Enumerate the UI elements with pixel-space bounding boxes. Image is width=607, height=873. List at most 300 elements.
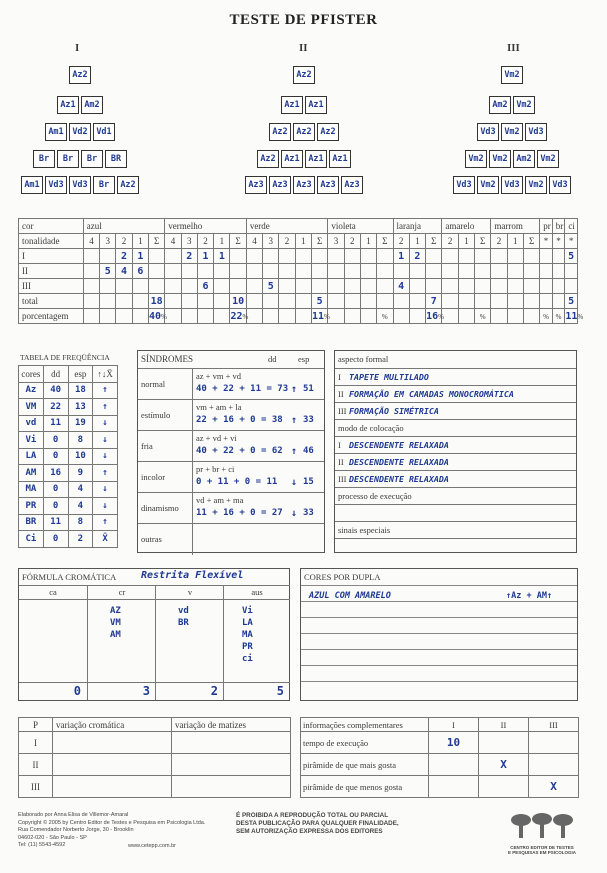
color-cell [491, 294, 507, 309]
color-cell [165, 309, 181, 324]
color-cell [279, 264, 295, 279]
freq-cell: MA [19, 481, 44, 498]
footer-center-line: É PROIBIDA A REPRODUÇÃO TOTAL OU PARCIAL [236, 812, 389, 819]
pyramid-cell: Am2 [81, 96, 103, 114]
color-cell [426, 294, 442, 309]
formula-col-header: v [187, 587, 193, 597]
percent-sign: % [555, 313, 562, 321]
aspecto-roman: II [338, 457, 344, 467]
freq-cell: ↑ [93, 465, 118, 482]
pyramid-cell: Vm2 [465, 150, 487, 168]
sindrome-formula-box [192, 524, 325, 555]
tonalidade-cell: Σ [230, 234, 246, 249]
freq-table-title: TABELA DE FREQÜÊNCIA [20, 353, 110, 362]
freq-cell: X̄ [93, 531, 118, 548]
color-cell [426, 309, 442, 324]
info-header-row [301, 718, 579, 732]
freq-row [19, 465, 118, 482]
dupla-line [301, 649, 577, 665]
aspecto-value: DESCENDENTE RELAXADA [349, 440, 449, 450]
color-cell-value: 2 [414, 250, 421, 262]
color-cell [552, 294, 565, 309]
color-cell [393, 309, 409, 324]
info-cell [429, 776, 479, 798]
formula-item: ci [242, 654, 253, 664]
freq-row [19, 498, 118, 515]
pyramid-cell: BR [105, 150, 127, 168]
sindrome-esp: 51 [303, 384, 314, 394]
color-cell [263, 264, 279, 279]
color-cell [197, 294, 213, 309]
color-cell [246, 249, 262, 264]
sindrome-esp: 33 [303, 508, 314, 518]
color-cell [426, 279, 442, 294]
color-cell [507, 309, 523, 324]
freq-cell: PR [19, 498, 44, 515]
info-cell [429, 754, 479, 776]
color-cell [279, 279, 295, 294]
pyramid-row [269, 123, 339, 141]
pyramid-cell: Vm2 [501, 123, 523, 141]
formula-total-line [19, 682, 87, 683]
freq-cell: ↑ [93, 399, 118, 416]
formula-total: 3 [142, 684, 150, 698]
color-cell-value: 5 [568, 250, 575, 262]
color-cell [491, 264, 507, 279]
color-cell [116, 279, 132, 294]
sindrome-name: fria [141, 441, 153, 451]
pyramid-cell: Vm2 [537, 150, 559, 168]
color-cell [442, 279, 458, 294]
pyramid-cell: Am1 [21, 176, 43, 194]
color-cell [197, 264, 213, 279]
color-cell [565, 294, 578, 309]
pyramid-cell: Vm2 [477, 176, 499, 194]
tonalidade-cell: 1 [409, 234, 425, 249]
color-cell [181, 249, 197, 264]
info-table [300, 717, 579, 798]
pyramid-cell: Vd3 [45, 176, 67, 194]
color-cell [475, 249, 491, 264]
color-cell [197, 279, 213, 294]
color-cell-value: 22 [230, 310, 243, 322]
pyramid-cell: Br [81, 150, 103, 168]
color-cell [540, 294, 553, 309]
sindrome-name: normal [141, 379, 166, 389]
color-cell [565, 249, 578, 264]
pyramid-row [453, 176, 571, 194]
freq-cell: 0 [43, 531, 68, 548]
info-row-label: pirâmide de que mais gosta [301, 754, 429, 776]
freq-cell: Az [19, 382, 44, 399]
color-cell-value: 18 [150, 295, 163, 307]
color-cell [458, 294, 474, 309]
sindromes-box [137, 350, 325, 553]
color-cell [426, 264, 442, 279]
freq-cell: 16 [43, 465, 68, 482]
color-cell-value: 5 [104, 265, 111, 277]
color-cell [230, 294, 246, 309]
aspecto-roman: I [338, 440, 341, 450]
color-cell [181, 294, 197, 309]
color-cell [132, 249, 148, 264]
color-cell [442, 309, 458, 324]
pyramid-cell: Vd3 [453, 176, 475, 194]
formula-item: VM [110, 618, 121, 628]
sindrome-formula: az + vm + vd [196, 371, 241, 381]
formula-item: MA [242, 630, 253, 640]
sindrome-row [138, 523, 324, 555]
sindrome-row [138, 461, 324, 493]
color-cell [393, 264, 409, 279]
variacao-cell [172, 754, 291, 776]
sindrome-row [138, 368, 324, 400]
pyramid-cell: Vd2 [69, 123, 91, 141]
pyramid-cell: Az2 [117, 176, 139, 194]
tonalidade-label: tonalidade [19, 234, 84, 249]
color-group-cell: br [552, 219, 565, 234]
pyramid-cell: Az3 [317, 176, 339, 194]
sindrome-calc: 40 + 22 + 11 = 73 [196, 384, 289, 394]
color-cell [312, 264, 328, 279]
formula-col-divider [156, 599, 224, 600]
sindrome-formula: vm + am + la [196, 402, 242, 412]
color-cell [409, 264, 425, 279]
color-cell [214, 294, 230, 309]
info-row-label: pirâmide de que menos gosta [301, 776, 429, 798]
tonalidade-cell: 4 [83, 234, 99, 249]
freq-header-cell: esp [68, 366, 93, 383]
freq-cell: 0 [43, 448, 68, 465]
info-cell [529, 732, 579, 754]
freq-cell: ↑ [93, 514, 118, 531]
info-cell [479, 776, 529, 798]
color-cell [165, 264, 181, 279]
sindromes-dd-header: dd [268, 354, 277, 364]
sindrome-calc: 40 + 22 + 0 = 62 [196, 446, 283, 456]
color-row-label: porcentagem [19, 309, 84, 324]
color-cell [246, 294, 262, 309]
sindrome-formula: vd + am + ma [196, 495, 244, 505]
logo-text-line: E PESQUISAS EM PSICOLOGIA [507, 850, 576, 855]
tonalidade-cell: Σ [377, 234, 393, 249]
tonalidade-cell: 1 [458, 234, 474, 249]
info-cell [479, 732, 529, 754]
color-cell [409, 279, 425, 294]
info-cell: X [479, 754, 529, 776]
pyramid-cell: Am1 [45, 123, 67, 141]
color-cell [328, 264, 344, 279]
cores-dupla-title: CORES POR DUPLA [304, 572, 381, 582]
freq-cell: ↓ [93, 481, 118, 498]
formula-title: FÓRMULA CROMÁTICA [22, 572, 117, 582]
color-cell-value: 6 [202, 280, 209, 292]
aspecto-roman: III [338, 474, 347, 484]
color-cell [197, 249, 213, 264]
freq-cell: 0 [43, 498, 68, 515]
color-cell [491, 279, 507, 294]
formula-item: AZ [110, 606, 121, 616]
color-cell [230, 264, 246, 279]
color-group-cell: marrom [491, 219, 540, 234]
pyramid-cell: Vd3 [477, 123, 499, 141]
pyramid-cell: Az1 [281, 150, 303, 168]
variacao-row [19, 754, 291, 776]
pyramid-row [501, 66, 523, 84]
freq-row [19, 531, 118, 548]
freq-cell: ↓ [93, 498, 118, 515]
aspecto-line [335, 487, 576, 505]
color-cell [393, 294, 409, 309]
color-cell-value: 40 [148, 310, 162, 322]
dupla-line [301, 633, 577, 649]
freq-cell: 8 [68, 432, 93, 449]
footer-left-line: Copyright © 2005 by Centro Editor de Testes e Pesquisa em Psicologia Ltda. [18, 819, 206, 826]
aspecto-line [335, 470, 576, 488]
pyramid-cell: Am2 [513, 150, 535, 168]
percent-sign: % [161, 312, 167, 321]
freq-cell: 18 [68, 382, 93, 399]
color-cell [426, 249, 442, 264]
tonalidade-cell: 2 [491, 234, 507, 249]
color-cell [360, 264, 376, 279]
freq-row [19, 514, 118, 531]
color-cell [246, 279, 262, 294]
color-cell [344, 249, 360, 264]
tonalidade-row [19, 234, 578, 249]
color-cell [491, 309, 507, 324]
tonalidade-cell: Σ [475, 234, 491, 249]
sindrome-formula-box [192, 400, 325, 431]
color-cell [360, 249, 376, 264]
aspecto-value: TAPETE MULTILADO [349, 372, 429, 382]
aspecto-line [335, 368, 576, 386]
pyramid-row [245, 176, 363, 194]
color-cell [279, 249, 295, 264]
page-title: TESTE DE PFISTER [229, 12, 378, 28]
color-cell [214, 309, 230, 324]
color-cell [132, 294, 148, 309]
color-cell-value: 11 [312, 310, 325, 322]
color-cell [230, 249, 246, 264]
logo-text [507, 845, 577, 855]
color-cell [552, 264, 565, 279]
aspecto-value: FORMAÇÃO EM CAMADAS MONOCROMÁTICA [349, 389, 514, 399]
color-cell-value: 5 [267, 280, 274, 292]
sindrome-arrow: ↓ [291, 508, 298, 519]
sindrome-formula-box [192, 493, 325, 524]
tonalidade-cell: 2 [197, 234, 213, 249]
tonalidade-cell: 1 [214, 234, 230, 249]
aspecto-roman: I [338, 372, 341, 382]
info-header: II [479, 718, 529, 732]
dupla-line [301, 665, 577, 681]
aspecto-line [335, 521, 576, 539]
tonalidade-cell: 1 [360, 234, 376, 249]
color-cell [148, 264, 164, 279]
formula-col [223, 585, 290, 700]
freq-cell: 8 [68, 514, 93, 531]
color-cell [132, 309, 148, 324]
color-cell [507, 249, 523, 264]
color-cell [83, 264, 99, 279]
logo-text-line: CENTRO EDITOR DE TESTES [510, 845, 574, 850]
footer-center [236, 812, 399, 836]
color-cell-value: 2 [186, 250, 193, 262]
formula-total-line [88, 682, 156, 683]
pyramid-cell: Az2 [69, 66, 91, 84]
color-cell [116, 249, 132, 264]
color-cell [148, 294, 164, 309]
variacao-cell [53, 776, 172, 798]
logo [507, 812, 577, 855]
pyramid-cell: Az3 [245, 176, 267, 194]
color-cell [116, 294, 132, 309]
color-cell [442, 264, 458, 279]
tonalidade-cell: Σ [523, 234, 539, 249]
color-table [18, 218, 584, 324]
pyramid-cell: Vm2 [489, 150, 511, 168]
freq-row [19, 448, 118, 465]
aspecto-line [335, 436, 576, 454]
color-cell [523, 294, 539, 309]
formula-box [18, 568, 290, 701]
tonalidade-cell: 4 [246, 234, 262, 249]
pyramid-cell: Vd3 [501, 176, 523, 194]
variacao-header-row [19, 718, 291, 732]
color-cell [230, 279, 246, 294]
pyramid-cell: Az1 [329, 150, 351, 168]
color-cell [83, 279, 99, 294]
color-cell [409, 294, 425, 309]
color-row-label: III [19, 279, 84, 294]
pyramid-cell: Az3 [269, 176, 291, 194]
color-cell [246, 264, 262, 279]
logo-trees-icon [507, 812, 577, 840]
color-cell [507, 294, 523, 309]
freq-cell: 4 [68, 481, 93, 498]
sindrome-formula-box [192, 431, 325, 462]
formula-total-line [156, 682, 224, 683]
color-cell [552, 279, 565, 294]
tonalidade-cell: * [540, 234, 553, 249]
color-cell [295, 249, 311, 264]
info-header: III [529, 718, 579, 732]
sindrome-formula-box [192, 369, 325, 400]
pyramid-cell: Az2 [317, 123, 339, 141]
tonalidade-cell: Σ [148, 234, 164, 249]
freq-cell: 13 [68, 399, 93, 416]
color-cell-value: 4 [121, 265, 128, 277]
freq-cell: 10 [68, 448, 93, 465]
sindrome-calc: 11 + 16 + 0 = 27 [196, 508, 283, 518]
tonalidade-cell: 3 [181, 234, 197, 249]
variacao-row-label: II [19, 754, 53, 776]
freq-cell: 19 [68, 415, 93, 432]
aspecto-value: FORMAÇÃO SIMÉTRICA [349, 406, 439, 416]
color-cell-value: 10 [232, 295, 245, 307]
freq-cell: LA [19, 448, 44, 465]
percent-sign: % [381, 312, 388, 321]
color-cell-value: 6 [137, 265, 144, 277]
color-cell [263, 249, 279, 264]
pyramid-cell: Az3 [341, 176, 363, 194]
color-cell [197, 309, 213, 324]
sindrome-row [138, 492, 324, 524]
formula-item: AM [110, 630, 121, 640]
color-cell [116, 264, 132, 279]
freq-header-cell: ↑↓X̄ [93, 366, 118, 383]
sindrome-calc: 0 + 11 + 0 = 11 [196, 477, 278, 487]
color-cell [523, 279, 539, 294]
tonalidade-cell: 2 [442, 234, 458, 249]
color-cell [442, 294, 458, 309]
color-cell [116, 309, 132, 324]
color-cell [83, 294, 99, 309]
pyramid-cell: Az1 [57, 96, 79, 114]
color-cell [552, 249, 565, 264]
color-cell [458, 264, 474, 279]
freq-cell: Ci [19, 531, 44, 548]
color-row [19, 309, 578, 324]
formula-col-header: ca [49, 587, 57, 597]
freq-cell: vd [19, 415, 44, 432]
cores-dupla-right: ↑Az + AM↑ [506, 591, 553, 601]
color-cell [540, 309, 553, 324]
sindromes-title: SÍNDROMES [141, 354, 194, 364]
pyramid-cell: Am2 [489, 96, 511, 114]
pyramid-row [57, 96, 103, 114]
variacao-cell [172, 732, 291, 754]
variacao-header: variação cromática [53, 718, 172, 732]
formula-total-line [224, 682, 290, 683]
formula-item: BR [178, 618, 189, 628]
tonalidade-cell: Σ [312, 234, 328, 249]
color-cell [165, 294, 181, 309]
tonalidade-cell: 2 [116, 234, 132, 249]
variacao-cell [172, 776, 291, 798]
pyramid-cell: Az2 [269, 123, 291, 141]
freq-cell: 2 [68, 531, 93, 548]
color-cell [214, 249, 230, 264]
color-cell [377, 249, 393, 264]
pyramid-cell: Vm2 [501, 66, 523, 84]
color-cell [214, 279, 230, 294]
color-row-label: I [19, 249, 84, 264]
color-cell [148, 249, 164, 264]
pyramid-cell: Az3 [293, 176, 315, 194]
formula-item: Vi [242, 606, 253, 616]
freq-cell: ↓ [93, 448, 118, 465]
color-cell [295, 294, 311, 309]
variacao-row [19, 732, 291, 754]
aspecto-line [335, 538, 576, 556]
pyramid-cell: Az1 [305, 150, 327, 168]
aspecto-heading: aspecto formal [338, 354, 389, 364]
color-row [19, 249, 578, 264]
color-cell [393, 279, 409, 294]
formula-total: 2 [210, 684, 218, 698]
dupla-line [301, 617, 577, 633]
pyramid-label: II [299, 42, 308, 54]
freq-cell: AM [19, 465, 44, 482]
color-cell [523, 264, 539, 279]
freq-header-cell: dd [43, 366, 68, 383]
percent-sign: % [324, 312, 330, 321]
color-cell [181, 309, 197, 324]
color-cell [475, 264, 491, 279]
color-cell [475, 294, 491, 309]
